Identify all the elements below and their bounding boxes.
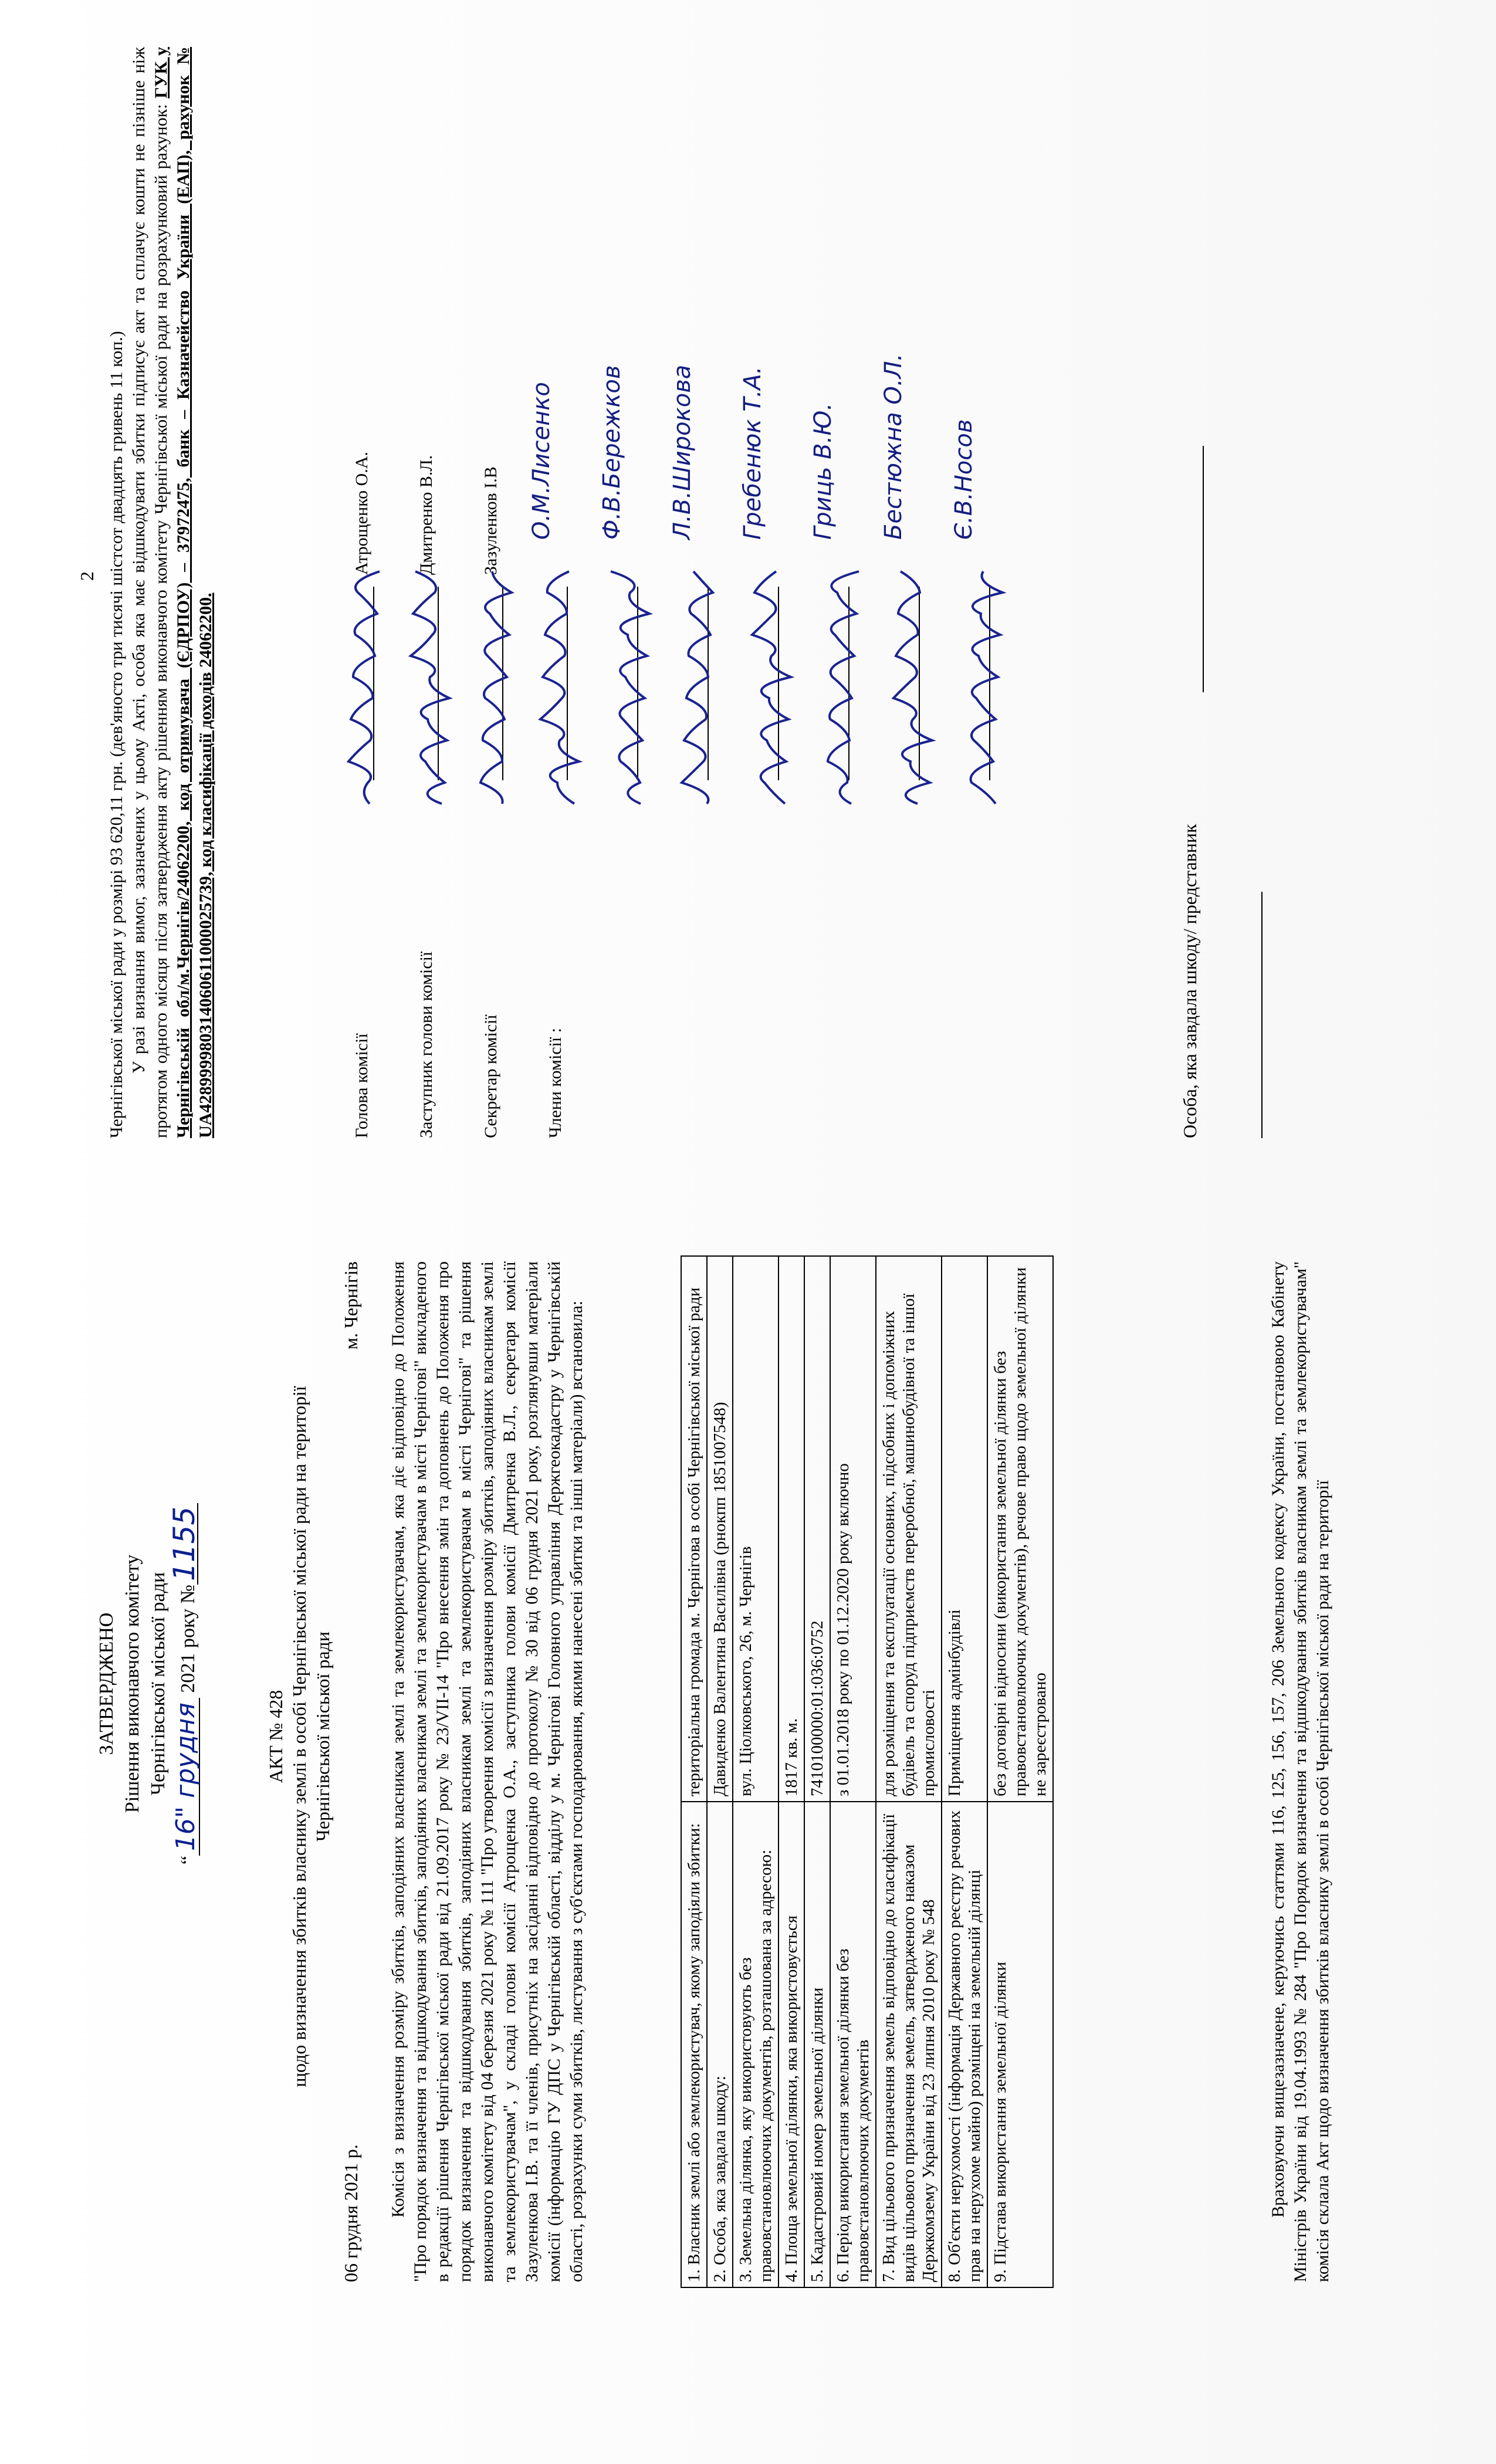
signature-row (598, 47, 669, 1138)
act-subtitle-2: Чернігівської міської ради (312, 1632, 333, 1842)
table-value-cell: з 01.01.2018 року по 01.12.2020 року включно (830, 1256, 876, 1802)
signature-role: Секретар комісії (481, 1014, 500, 1138)
signature-handwritten-name: О.М.Лисенко (528, 382, 555, 540)
table-key-cell: 8. Об'єкти нерухомості (інформація Державного реєстру речових прав на нерухоме майно) розміщені на земельній ділянці (942, 1802, 987, 2287)
signature-role: Заступник голови комісії (417, 951, 436, 1138)
approval-heading: ЗАТВЕРДЖЕНО (96, 1612, 117, 1755)
table-value-cell: вул. Ціолковського, 26, м. Чернігів (733, 1256, 779, 1802)
table-row (733, 1256, 779, 2287)
signature-row (880, 47, 950, 1138)
table-value-cell: 7410100000:01:036:0752 (804, 1256, 830, 1802)
table-value-cell: Приміщення адмінбудівлі (942, 1256, 987, 1802)
table-row (987, 1256, 1053, 2287)
approval-date-line (167, 1396, 201, 1971)
page-2 (12, 23, 1420, 1138)
table-key-cell: 6. Період використання земельної ділянки без правовстановлюючих документів (830, 1802, 876, 2287)
act-details-table (681, 1255, 1054, 2288)
table-row (830, 1256, 876, 2287)
offender-signature-row (1179, 47, 1201, 1138)
signature-handwritten-name: Є.В.Носов (950, 419, 977, 540)
approval-line1: Рішення виконавчого комітету (121, 1554, 143, 1813)
bank-details: ГУК у Чернігівській обл/м.Чернігів/24062200, код отримувача (ЄДРПОУ) – 37972475, банк – Казначейство України (ЕАП), рахунок № UA428999980314060611000025739, код класифікації доходів 24062200. (151, 47, 215, 1138)
payment-text: У разі визнання вимог, зазначених у цьому Акті, особа яка має відшкодувати збитки підписує акт та сплачує кошти не пізніше ніж протягом одного місяця після затвердження акту рішенням виконавчого комітету Чернігівської міської ради на розрахунковий рахунок: (129, 47, 171, 1138)
handwritten-signature (458, 551, 528, 810)
table-row (876, 1256, 942, 2287)
signature-name: Атрощенко О.А. (352, 452, 371, 575)
table-value-cell: 1817 кв. м. (779, 1256, 804, 1802)
table-row (804, 1256, 830, 2287)
handwritten-signature (393, 551, 463, 810)
approval-year: 2021 року № (177, 1585, 199, 1693)
page-number: 2 (76, 571, 97, 581)
handwritten-signature (522, 551, 593, 810)
act-date-row (340, 1261, 362, 2282)
act-title-block (264, 1291, 334, 2182)
handwritten-signature (593, 551, 663, 810)
handwritten-signature (945, 551, 1015, 810)
page-1 (12, 1185, 1420, 2300)
signature-handwritten-name: Бестюжна О.Л. (880, 353, 907, 540)
commission-paragraph: Комісія з визначення розміру збитків, заподіяних власникам землі та землекористувачам, яка діє відповідно до Положення "Про порядок визначення та відшкодування збитків, заподіяних власникам землі та землекористувачам в місті Чернігові" викладеного в редакції рішення Чернігівської міської ради від 21.09.2017 року № 23/VII-14 "Про внесення змін та доповнень до Положення про порядок визначення та відшкодування збитків, заподіяних власникам землі та землекористувачам в місті Чернігові" та рішення виконавчого комітету від 04 березня 2021 року № 111 "Про утворення комісії з визначення розміру збитків, заподіяних власникам землі та землекористувачам", у складі голови комісії Атрощенка О.А., заступника голови комісії Дмитренка В.Л., секретаря комісії Зазуленкова І.В. та її членів, присутніх на засіданні відповідно до протоколу № 30 від 06 грудня 2021 року, розглянувши матеріали комісії (інформацію ГУ ДПС у Чернігівській області, відділу у м. Чернігові Головного управління Держгеокадастру у Чернігівській області, розрахунки суми збитків, листування з суб'єктами господарювання, якими нанесені збитки та інші матеріали) встановила: (388, 1261, 586, 2282)
table-value-cell: Давиденко Валентина Василівна (рнокпп 1851007548) (707, 1256, 733, 1802)
act-date: 06 грудня 2021 р. (340, 2144, 361, 2282)
page-2-text (106, 47, 217, 1138)
table-row (707, 1256, 733, 2287)
signature-role: Члени комісії : (546, 1027, 565, 1138)
approval-date-handwritten: 16" грудня (173, 1698, 200, 1856)
handwritten-signature (329, 551, 399, 810)
signature-row (810, 47, 880, 1138)
signature-row (950, 47, 1021, 1138)
handwritten-signature (733, 551, 804, 810)
amount-text: Чернігівської міської ради у розмірі 93 620,11 грн. (дев'яносто три тисячі шістсот двадцять гривень 11 коп.) (107, 331, 126, 1138)
act-subtitle: щодо визначення збитків власнику землі в особі Чернігівської міської ради на території (289, 1386, 310, 2087)
signature-handwritten-name: Гребенюк Т.А. (739, 366, 766, 540)
signature-handwritten-name: Ф.В.Бережков (598, 365, 625, 540)
approval-number-handwritten: 1155 (171, 1503, 198, 1585)
table-row (942, 1256, 987, 2287)
signature-name: Зазуленков І.В (481, 466, 500, 575)
approval-line2: Чернігівської міської ради (147, 1572, 169, 1796)
signature-name: Дмитренко В.Л. (417, 455, 436, 575)
act-title: АКТ № 428 (265, 1690, 286, 1783)
handwritten-signature (804, 551, 874, 810)
approval-date-open-quote: “ (177, 1856, 199, 1865)
table-row (779, 1256, 804, 2287)
handwritten-signature (874, 551, 945, 810)
act-city: м. Чернігів (340, 1261, 361, 1350)
conclusion-paragraph: Враховуючи вищезазначене, керуючись статтями 116, 125, 156, 157, 206 Земельного кодексу України, постановою Кабінету Міністрів України від 19.04.1993 № 284 "Про Порядок визначення та відшкодування збитків власникам землі та землекористувачам" комісія склала Акт щодо визначення збитків власнику землі в особі Чернігівської міської ради на території (1268, 1261, 1332, 2282)
signature-handwritten-name: Гриць В.Ю. (810, 402, 837, 540)
table-row (681, 1256, 707, 2287)
table-key-cell: 2. Особа, яка завдала шкоду: (707, 1802, 733, 2287)
offender-label: Особа, яка завдала шкоду/ представник (1179, 824, 1200, 1138)
offender-extra-line (1261, 892, 1263, 1138)
signature-row (528, 47, 598, 1138)
table-key-cell: 4. Площа земельної ділянки, яка використовується (779, 1802, 804, 2287)
table-value-cell: територіальна громада м. Чернігова в особі Чернігівської міської ради (681, 1256, 707, 1802)
signature-handwritten-name: Л.В.Широкова (669, 364, 696, 540)
table-key-cell: 7. Вид цільового призначення земель відповідно до класифікації видів цільового призначення земель, затвердженого наказом Держкомзему України від 23 липня 2010 року № 548 (876, 1802, 942, 2287)
signature-role: Голова комісії (352, 1033, 371, 1138)
table-value-cell: для розміщення та експлуатації основних, підсобних і допоміжних будівель та споруд підприємств переробної, машинобудівної та іншої промисловості (876, 1256, 942, 1802)
handwritten-signature (663, 551, 733, 810)
table-key-cell: 3. Земельна ділянка, яку використовують без правовстановлюючих документів, розташована за адресою: (733, 1802, 779, 2287)
table-key-cell: 9. Підстава використання земельної ділянки (987, 1802, 1053, 2287)
payment-paragraph (128, 47, 217, 1138)
signature-row (739, 47, 810, 1138)
signature-row (669, 47, 739, 1138)
approval-stamp-block (94, 1396, 201, 1971)
offender-signature-line (1203, 446, 1204, 692)
table-key-cell: 5. Кадастровий номер земельної ділянки (804, 1802, 830, 2287)
table-key-cell: 1. Власник землі або землекористувач, якому заподіяли збитки: (681, 1802, 707, 2287)
table-value-cell: без договірні відносини (використання земельної ділянки без правовстановлюючих документів), речове право щодо земельної ділянки не зареєстровано (987, 1256, 1053, 1802)
